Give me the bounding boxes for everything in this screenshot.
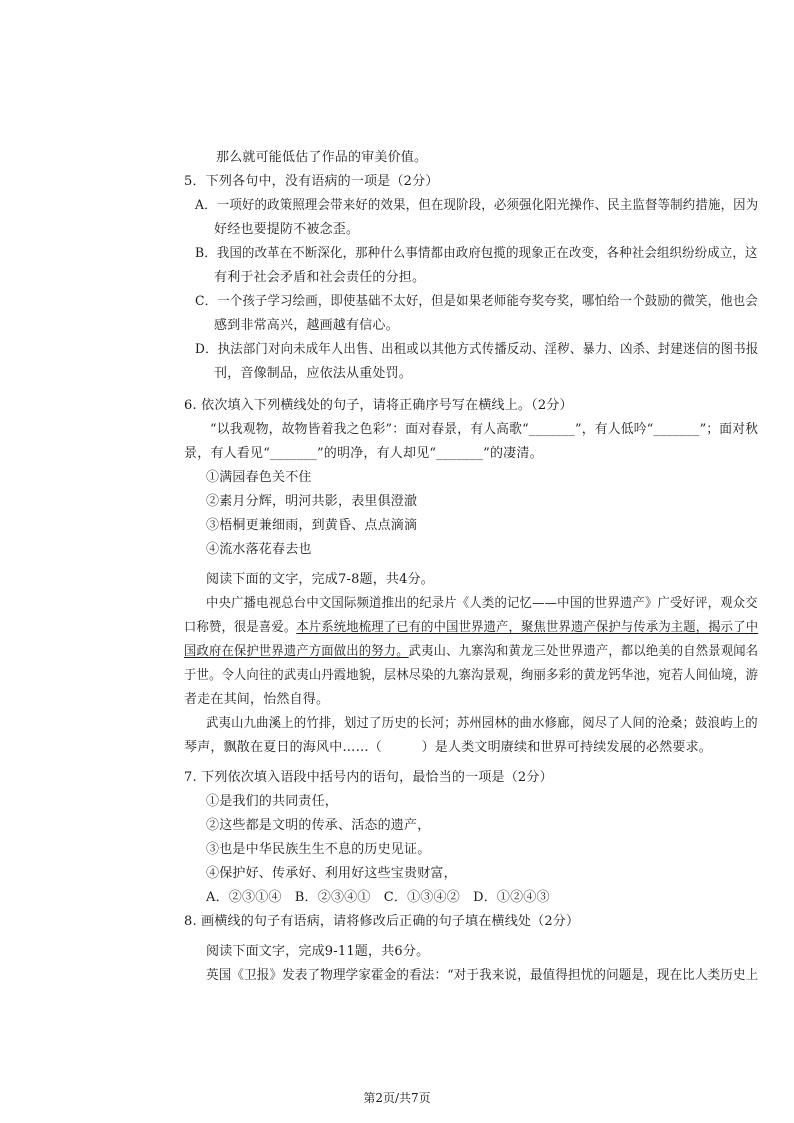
q5-option-d-line1: D．执法部门对向未成年人出售、出租或以其他方式传播反动、淫秽、暴力、凶杀、封建迷信的图书报 [195,342,759,357]
q5-option-c-line2: 感到非常高兴，越画越有信心。 [214,318,399,333]
passage1-line3 [184,644,758,660]
passage1-line5: 者走在其间，怡然自得。 [184,692,330,707]
passage1-line1: 中央广播电视总台中文国际频道推出的纪录片《人类的记忆——中国的世界遗产》广受好评，观众交 [206,596,758,611]
q5-stem: 5．下列各句中，没有语病的一项是（2分） [184,174,439,189]
q6-passage-line1: “以我观物，故物皆着我之色彩”：面对春景，有人高歌“_______”，有人低吟“_______”；面对秋 [210,422,759,437]
q6-passage-line2: 景，有人看见“_______”的明净，有人却见“_______”的凄清。 [184,446,543,461]
passage1-underlined-sentence-part2: 国政府在保护世界遗产方面做出的努力。 [184,644,409,659]
q6-option-1: ①满园春色关不住 [206,470,312,485]
passage1-line6: 武夷山九曲溪上的竹排，划过了历史的长河；苏州园林的曲水修廊，阅尽了人间的沧桑；鼓浪屿上的 [206,716,758,731]
q5-option-c-line1: C．一个孩子学习绘画，即使基础不太好，但是如果老师能夸奖夸奖，哪怕给一个鼓励的微笑，他也会 [195,294,758,309]
passage1-line2-plain: 口称赞，很是喜爱。 [184,620,297,635]
passage1-instruction: 阅读下面的文字，完成7-8题，共4分。 [206,572,435,587]
passage1-line4: 于世。令人向往的武夷山丹霞地貌，层林尽染的九寨沟景观，绚丽多彩的黄龙钙华池，宛若人间仙境，游 [184,668,759,683]
passage1-line7: 琴声，飘散在夏日的海风中……（ ）是人类文明赓续和世界可持续发展的必然要求。 [184,740,713,755]
q6-option-2: ②素月分辉，明河共影，表里俱澄澈 [206,494,418,509]
passage1-line3-plain: 武夷山、九寨沟和黄龙三处世界遗产，都以绝美的自然景观闻名 [408,644,759,659]
q5-option-a-line2: 好经也要提防不被念歪。 [214,222,360,237]
q5-option-a-line1: A．一项好的政策照理会带来好的效果，但在现阶段，必须强化阳光操作、民主监督等制约措施，因为 [195,198,759,213]
q6-option-3: ③梧桐更兼细雨，到黄昏、点点滴滴 [206,518,418,533]
q8-stem: 8. 画横线的句子有语病，请将修改后正确的句子填在横线处（2分） [184,914,580,929]
q5-option-d-line2: 刊，音像制品，应依法从重处罚。 [214,366,413,381]
q6-stem: 6. 依次填入下列横线处的句子，请将正确序号写在横线上。（2分） [184,398,573,413]
q6-option-4: ④流水落花春去也 [206,542,312,557]
q5-option-b-line2: 有利于社会矛盾和社会责任的分担。 [214,270,426,285]
q7-option-4: ④保护好、传承好、利用好这些宝贵财富， [206,866,457,881]
passage1-line2 [184,620,758,636]
q5-option-b-line1: B．我国的改革在不断深化，那种什么事情都由政府包揽的现象正在改变，各种社会组织纷纷成立，这 [195,246,758,261]
passage2-line1: 英国《卫报》发表了物理学家霍金的看法：“对于我来说，最值得担忧的问题是，现在比人类历史上 [206,968,759,983]
q7-answer-choices: A．②③①④ B．②③④① C．①③④② D．①②④③ [206,890,550,905]
q7-option-1: ①是我们的共同责任， [206,794,339,809]
q7-stem: 7. 下列依次填入语段中括号内的语句，最恰当的一项是（2分） [184,770,553,785]
intro-tail-line: 那么就可能低估了作品的审美价值。 [216,150,428,165]
passage1-underlined-sentence-part1: 本片系统地梳理了已有的中国世界遗产，聚焦世界遗产保护与传承为主题，揭示了中 [296,620,759,635]
passage2-instruction: 阅读下面文字，完成9-11题，共6分。 [206,944,430,959]
page-number-footer: 第2页/共7页 [363,1091,431,1105]
q7-option-3: ③也是中华民族生生不息的历史见证。 [206,842,431,857]
q7-option-2: ②这些都是文明的传承、活态的遗产， [206,818,431,833]
